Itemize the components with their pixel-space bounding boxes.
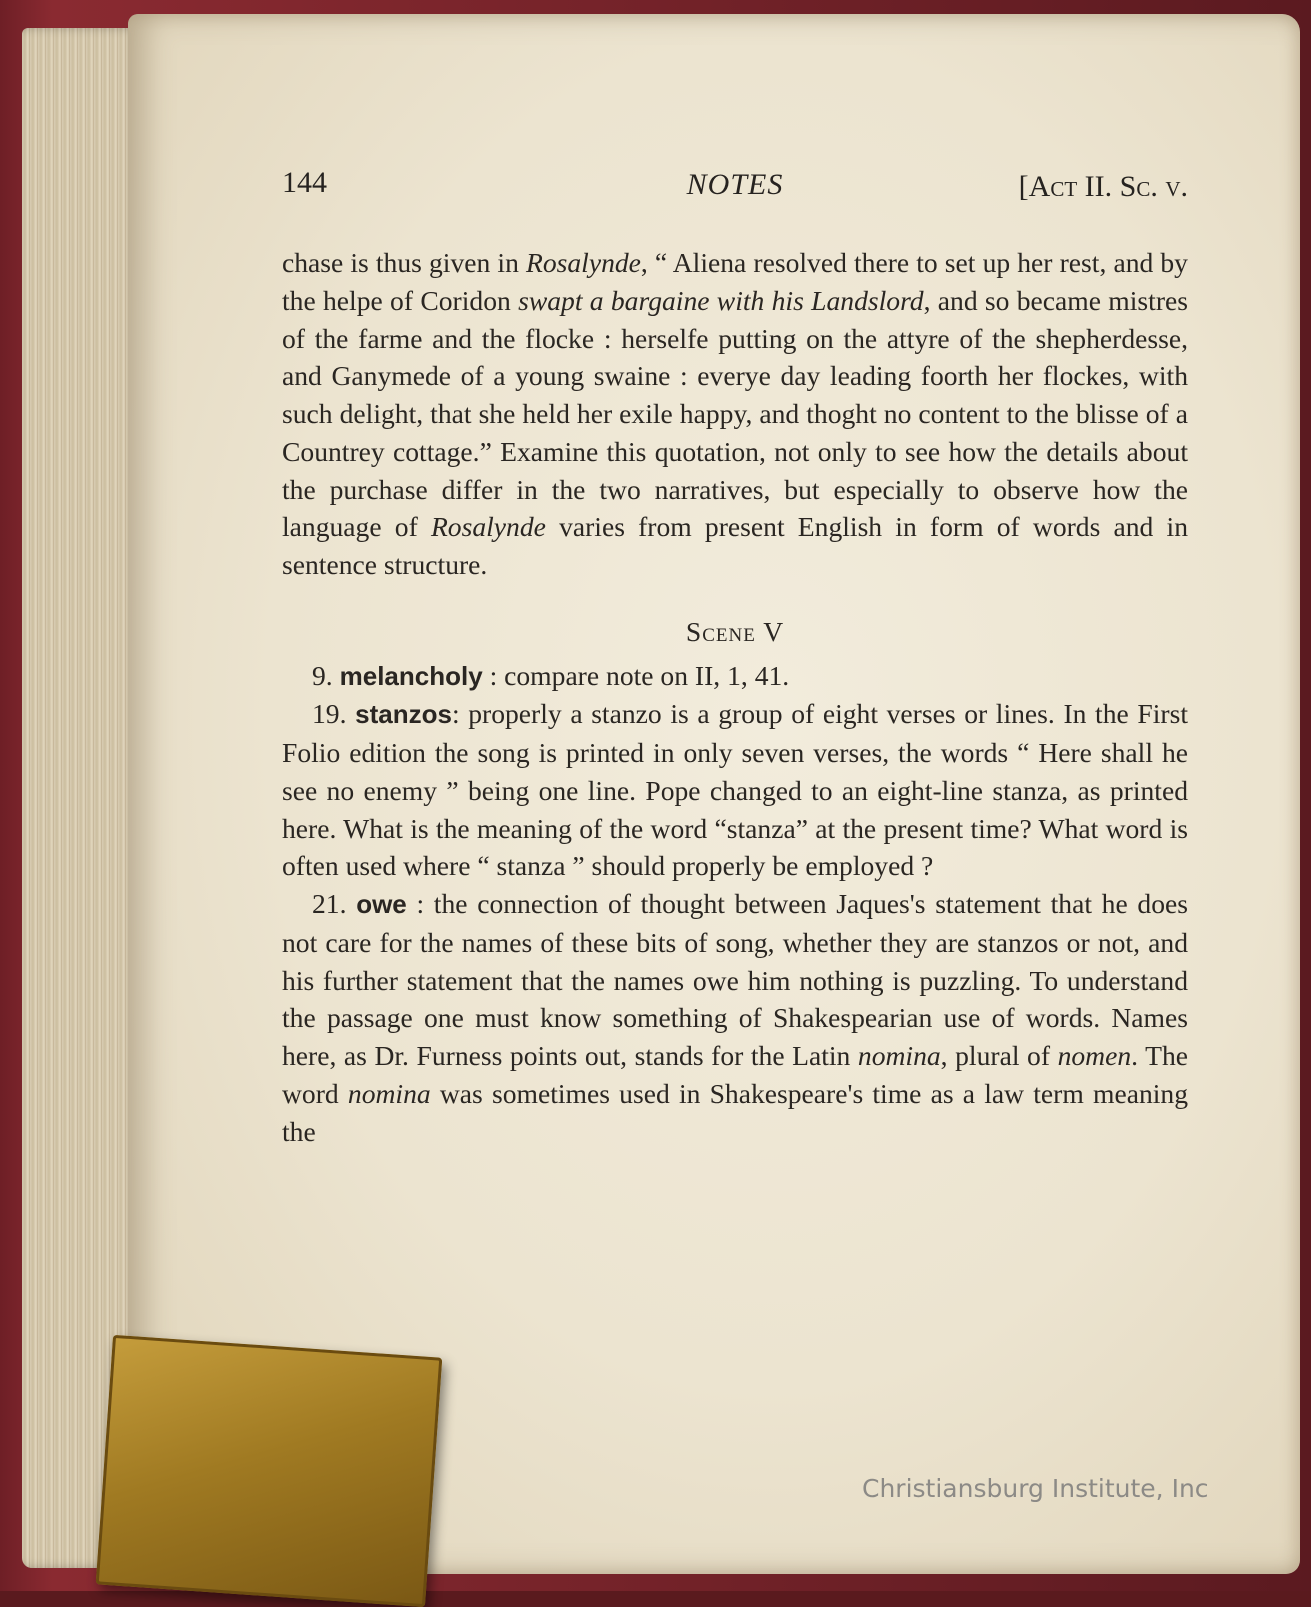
page-number: 144 [282, 166, 327, 199]
note-stanzos: 19. stanzos: properly a stanzo is a group of eight verses or lines. In the First Folio edition the song is printed in only seven verses, the words “ Here shall he see no enemy ” being one line. Pope changed to an eight-line stanza, as printed here. What is the meaning of the word “stanza” at the present time? What word is often used where “ stanza ” should properly be employed ? [282, 698, 1188, 882]
section-reference: [Act II. Sc. v. [1018, 170, 1188, 203]
running-title: NOTES [686, 168, 784, 201]
scene-heading: Scene V [685, 615, 785, 647]
note-keyword: melancholy [339, 660, 483, 691]
passage-paragraph: chase is thus given in Rosalynde, “ Aliena resolved there to set up her rest, and by the helpe of Coridon swapt a bargaine with his Landslord, and so became mistres of the farme and the flocke : herselfe putting on the attyre of the shepherdesse, and Ganymede of a young swaine : everye day leading foorth her flockes, with such delight, that she held her exile happy, and thoght no content to the blisse of a Countrey cottage.” Examine this quotation, not only to see how the details about the purchase differ in the two narratives, but especially to observe how the language of Rosalynde varies from present English in form of words and in sentence structure. [282, 247, 1188, 580]
watermark: Christiansburg Institute, Inc [862, 1474, 1209, 1503]
page-body [282, 244, 1188, 1150]
note-owe: 21. owe : the connection of thought between Jaques's statement that he does not care for the names of these bits of song, whether they are stanzos or not, and his further statement that the names owe him nothing is puzzling. To understand the passage one must know something of Shakespearian use of words. Names here, as Dr. Furness points out, stands for the Latin nomina, plural of nomen. The word nomina was sometimes used in Shakespeare's time as a law term meaning the [282, 888, 1189, 1147]
note-melancholy: 9. melancholy : compare note on II, 1, 41. [312, 659, 790, 691]
note-keyword: owe [356, 889, 407, 919]
note-keyword: stanzos [355, 699, 452, 730]
page-header [282, 166, 1188, 210]
gold-bookmark [96, 1335, 443, 1607]
